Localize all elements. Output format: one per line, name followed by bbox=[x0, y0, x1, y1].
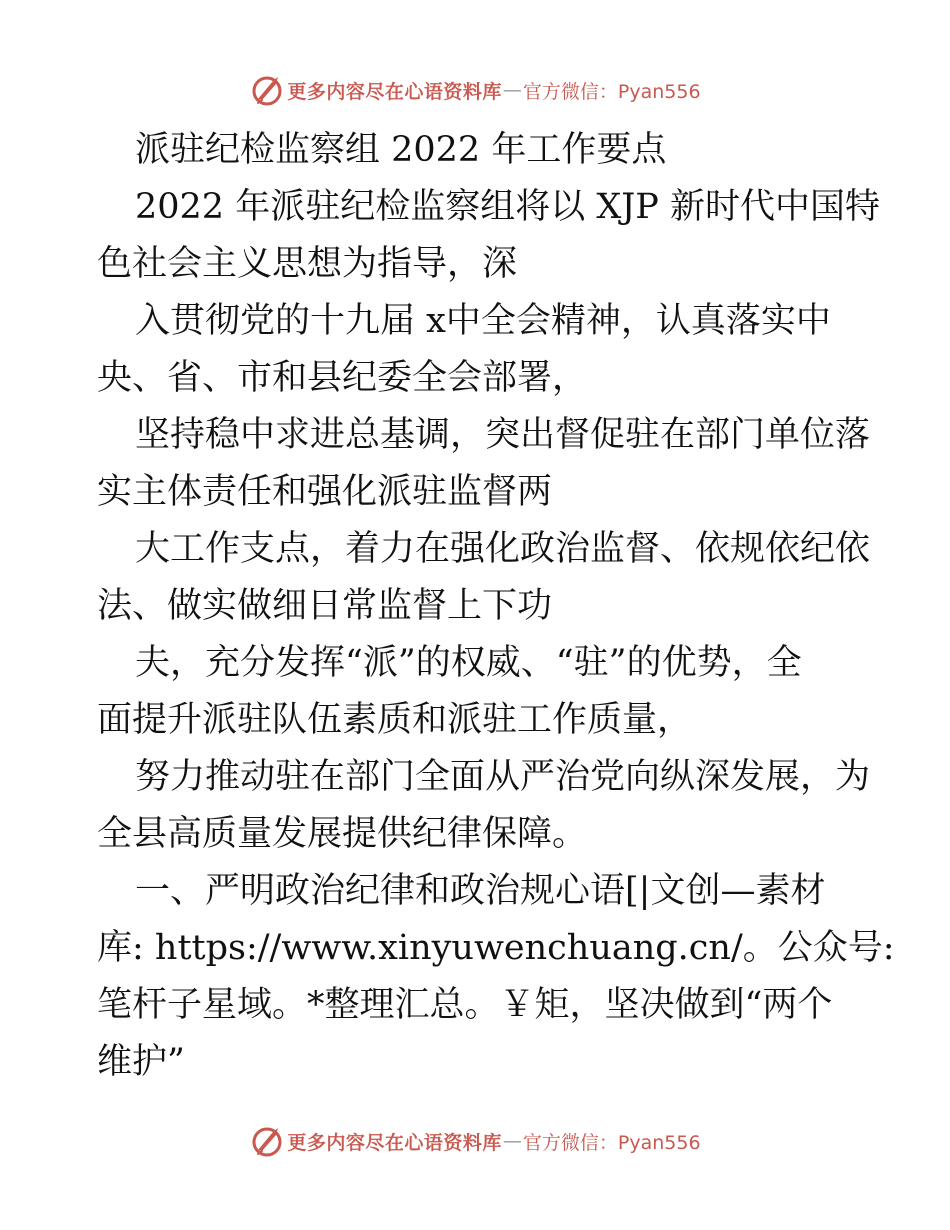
text-line: 维护” bbox=[97, 1042, 185, 1082]
watermark-contact-text: 官方微信：Pyan556 bbox=[522, 1131, 701, 1154]
watermark-main-text: 更多内容尽在心语资料库 bbox=[287, 80, 502, 103]
text-line: 实主体责任和强化派驻监督两 bbox=[97, 472, 553, 512]
quill-pen-logo-icon bbox=[249, 72, 285, 108]
watermark-contact-text: 官方微信：Pyan556 bbox=[522, 80, 701, 103]
text-line: 一、严明政治纪律和政治规心语[|文创—素材 bbox=[135, 871, 826, 911]
text-line: 努力推动驻在部门全面从严治党向纵深发展，为 bbox=[135, 757, 871, 797]
watermark-dash: — bbox=[502, 1130, 522, 1152]
text-line: 央、省、市和县纪委全会部署， bbox=[97, 358, 588, 398]
text-line: 库: https://www.xinyuwenchuang.cn/。公众号: bbox=[97, 928, 895, 968]
text-line: 大工作支点，着力在强化政治监督、依规依纪依 bbox=[135, 529, 871, 569]
text-line: 夫，充分发挥“派”的权威、“驻”的优势，全 bbox=[135, 643, 802, 683]
quill-pen-logo-icon bbox=[249, 1123, 285, 1159]
text-line: 入贯彻党的十九届 x中全会精神，认真落实中 bbox=[135, 301, 831, 341]
document-title: 派驻纪检监察组 2022 年工作要点 bbox=[135, 130, 667, 170]
text-line: 坚持稳中求进总基调，突出督促驻在部门单位落 bbox=[135, 415, 871, 455]
text-line: 2022 年派驻纪检监察组将以 XJP 新时代中国特 bbox=[135, 187, 880, 227]
watermark-main-text: 更多内容尽在心语资料库 bbox=[287, 1131, 502, 1154]
text-line: 法、做实做细日常监督上下功 bbox=[97, 586, 553, 626]
footer-watermark bbox=[0, 1121, 950, 1161]
text-line: 面提升派驻队伍素质和派驻工作质量， bbox=[97, 700, 693, 740]
text-line: 色社会主义思想为指导，深 bbox=[97, 244, 518, 284]
watermark-dash: — bbox=[502, 79, 522, 101]
header-watermark bbox=[0, 70, 950, 110]
document-body bbox=[97, 122, 895, 1091]
text-line: 笔杆子星域。*整理汇总。￥矩，坚决做到“两个 bbox=[97, 985, 833, 1025]
text-line: 全县高质量发展提供纪律保障。 bbox=[97, 814, 588, 854]
